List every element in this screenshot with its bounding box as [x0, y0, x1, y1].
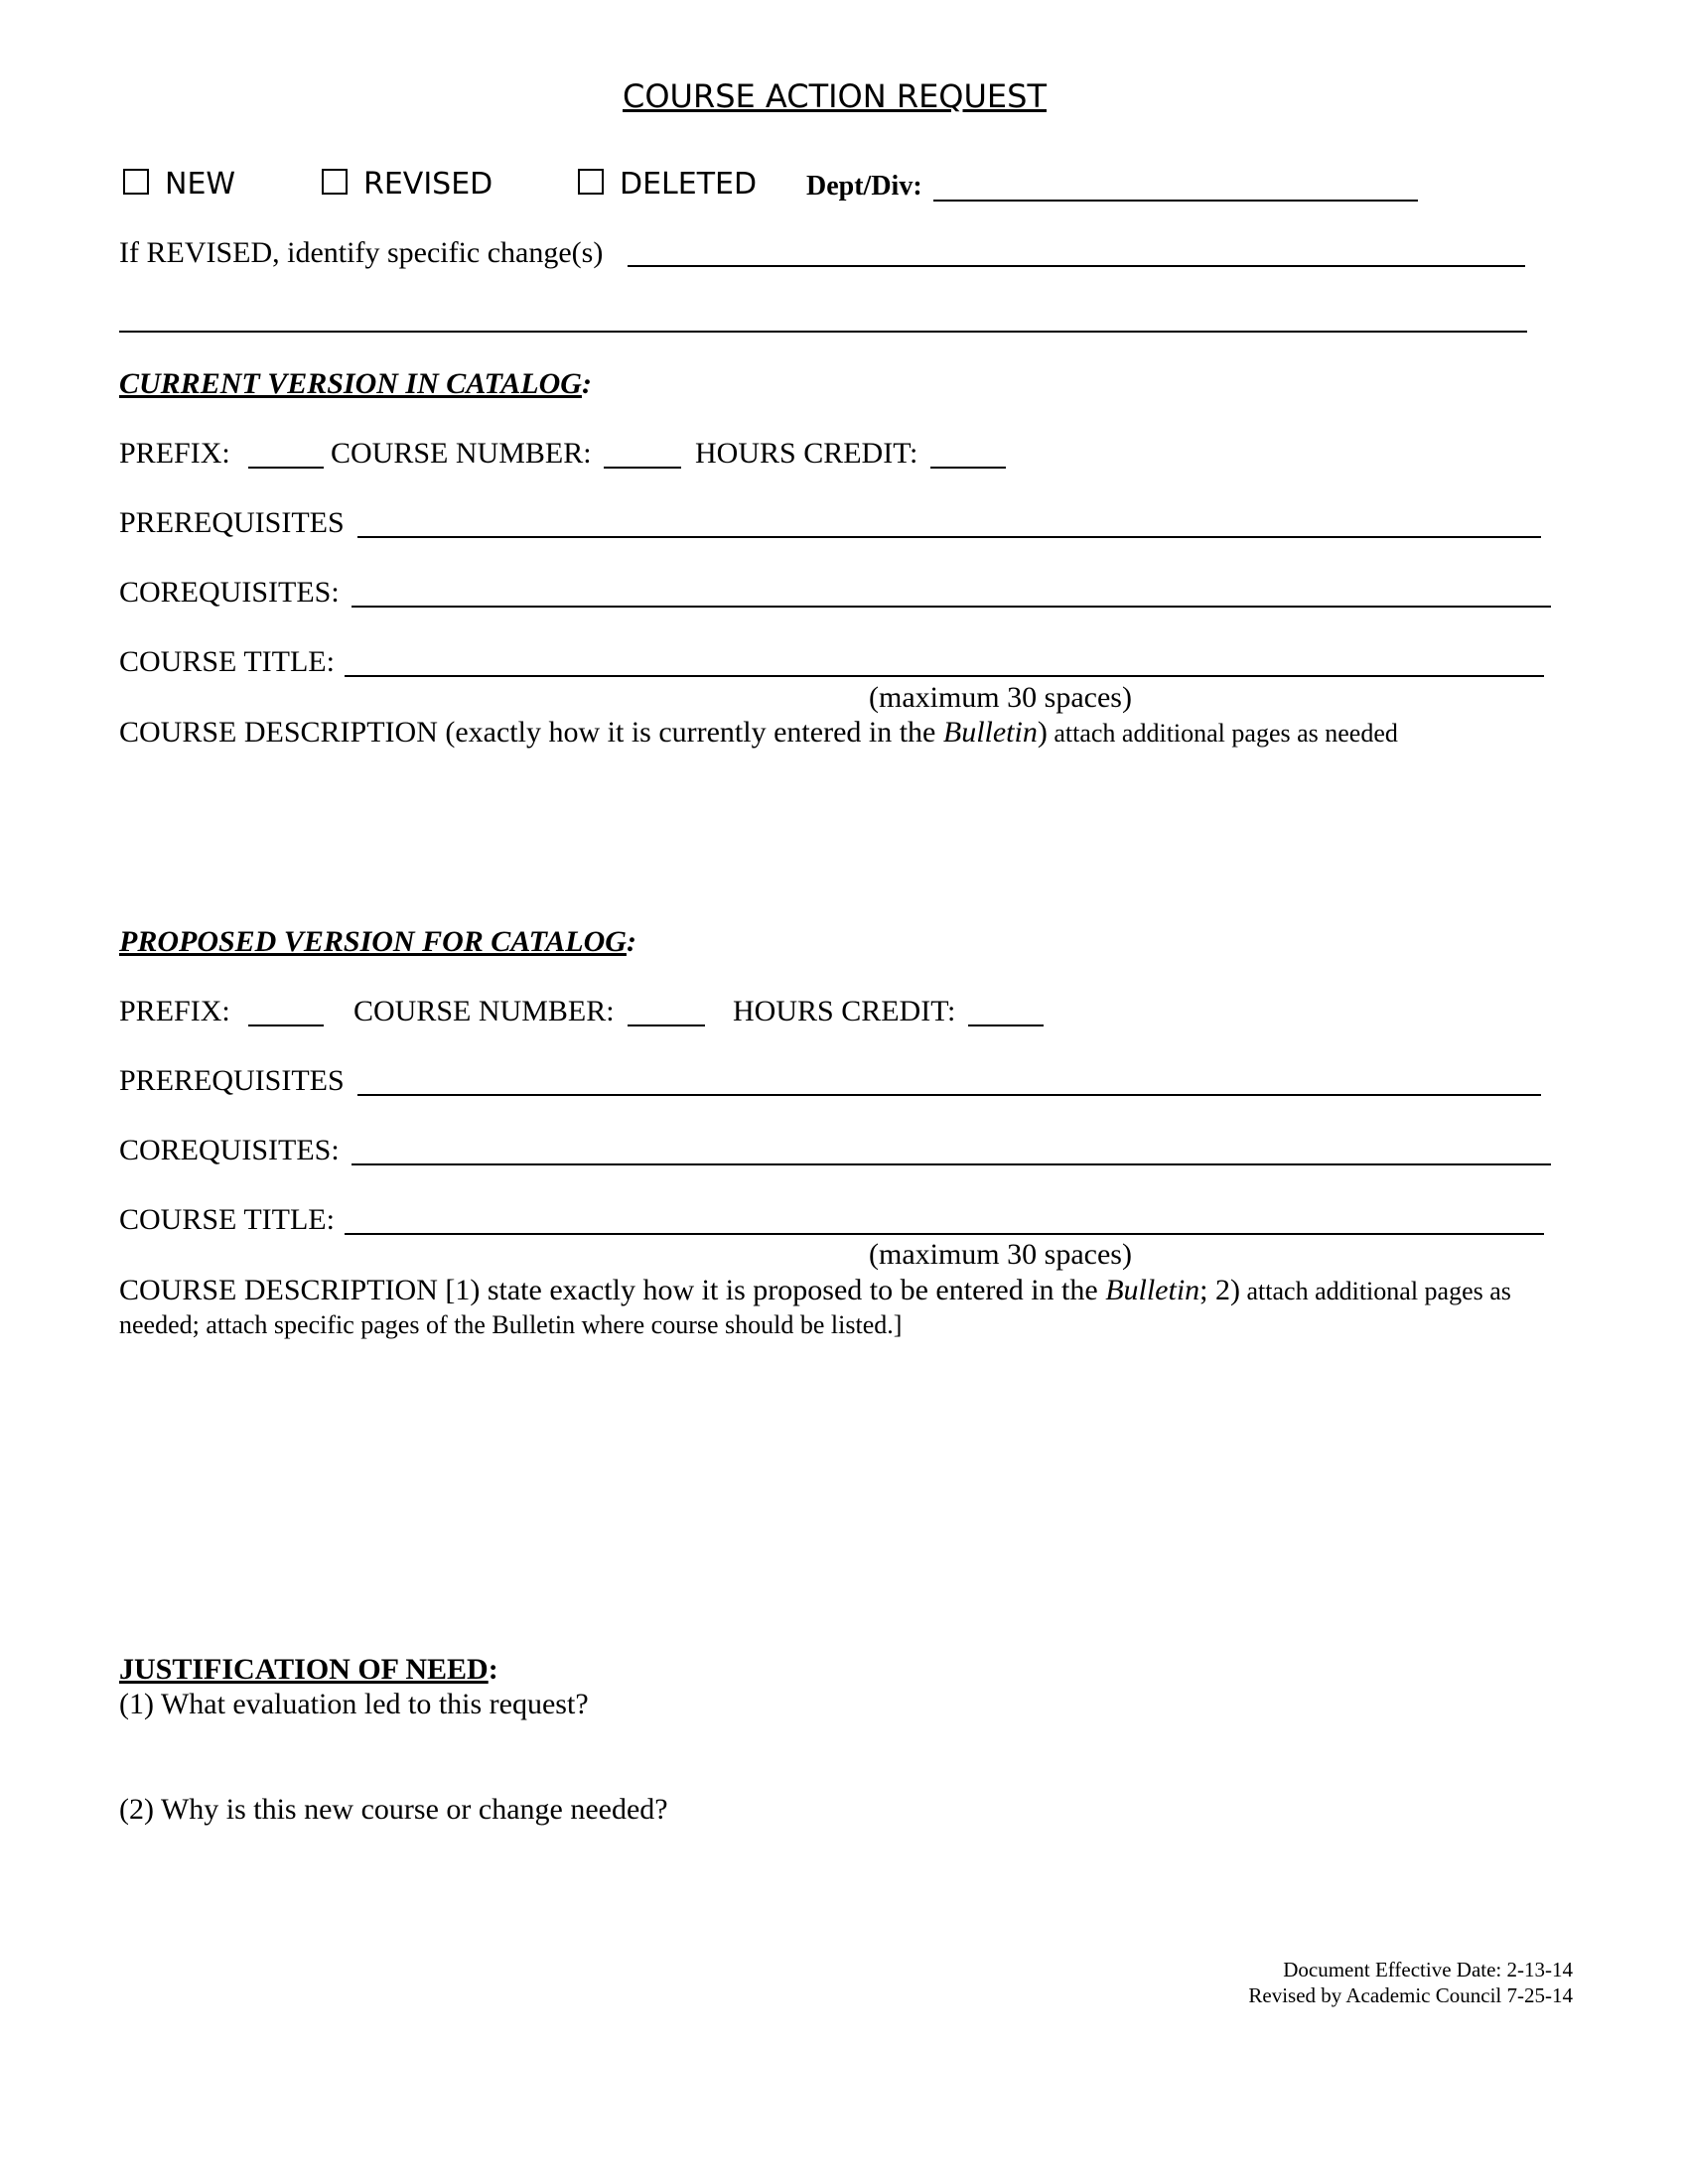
justification-question-2: (2) Why is this new course or change needed? — [119, 1793, 668, 1826]
proposed-max-note: (maximum 30 spaces) — [869, 1238, 1132, 1271]
proposed-course-number-label: COURSE NUMBER: — [353, 995, 615, 1027]
revised-change-field-line2[interactable] — [119, 331, 1527, 333]
proposed-prerequisites-field[interactable] — [357, 1094, 1541, 1096]
proposed-prefix-label: PREFIX: — [119, 995, 230, 1027]
dept-div-field[interactable] — [933, 200, 1418, 202]
dept-div-label: Dept/Div: — [806, 171, 922, 202]
proposed-course-title-label: COURSE TITLE: — [119, 1203, 335, 1236]
proposed-hours-credit-label: HOURS CREDIT: — [733, 995, 956, 1027]
current-hours-credit-field[interactable] — [930, 467, 1006, 469]
revised-checkbox-label: REVISED — [363, 167, 493, 202]
current-corequisites-field[interactable] — [352, 606, 1551, 608]
current-course-description-label: COURSE DESCRIPTION (exactly how it is currently entered in the Bulletin) attach additional pages as needed — [119, 716, 1398, 749]
current-course-title-label: COURSE TITLE: — [119, 645, 335, 678]
proposed-course-title-field[interactable] — [345, 1233, 1544, 1235]
page-title: COURSE ACTION REQUEST — [623, 77, 1047, 115]
current-prerequisites-label: PREREQUISITES — [119, 506, 345, 539]
justification-heading: JUSTIFICATION OF NEED: — [119, 1653, 498, 1686]
proposed-corequisites-label: COREQUISITES: — [119, 1134, 340, 1166]
current-prefix-label: PREFIX: — [119, 437, 230, 470]
current-prefix-field[interactable] — [248, 467, 324, 469]
current-course-number-label: COURSE NUMBER: — [331, 437, 592, 470]
proposed-prefix-field[interactable] — [248, 1024, 324, 1026]
proposed-heading: PROPOSED VERSION FOR CATALOG: — [119, 925, 636, 958]
proposed-course-number-field[interactable] — [628, 1024, 705, 1026]
current-heading: CURRENT VERSION IN CATALOG: — [119, 367, 592, 400]
revised-change-label: If REVISED, identify specific change(s) — [119, 236, 604, 269]
new-checkbox[interactable] — [123, 169, 149, 195]
revised-checkbox[interactable] — [322, 169, 348, 195]
deleted-checkbox-label: DELETED — [620, 167, 758, 202]
proposed-course-description-line2: needed; attach specific pages of the Bulletin where course should be listed.] — [119, 1310, 903, 1339]
current-prerequisites-field[interactable] — [357, 536, 1541, 538]
justification-question-1: (1) What evaluation led to this request? — [119, 1688, 589, 1720]
new-checkbox-label: NEW — [165, 167, 236, 202]
proposed-course-description-label: COURSE DESCRIPTION [1) state exactly how it is proposed to be entered in the Bulletin; 2) attach additional pages as — [119, 1274, 1511, 1306]
footer-effective-date: Document Effective Date: 2-13-14 — [1283, 1958, 1573, 1981]
proposed-prerequisites-label: PREREQUISITES — [119, 1064, 345, 1097]
current-course-title-field[interactable] — [345, 675, 1544, 677]
footer-revised: Revised by Academic Council 7-25-14 — [1248, 1983, 1573, 2007]
current-corequisites-label: COREQUISITES: — [119, 576, 340, 609]
revised-change-field[interactable] — [628, 265, 1525, 267]
current-hours-credit-label: HOURS CREDIT: — [695, 437, 918, 470]
current-course-number-field[interactable] — [604, 467, 681, 469]
deleted-checkbox[interactable] — [578, 169, 604, 195]
current-max-note: (maximum 30 spaces) — [869, 681, 1132, 714]
proposed-hours-credit-field[interactable] — [968, 1024, 1044, 1026]
proposed-corequisites-field[interactable] — [352, 1163, 1551, 1165]
